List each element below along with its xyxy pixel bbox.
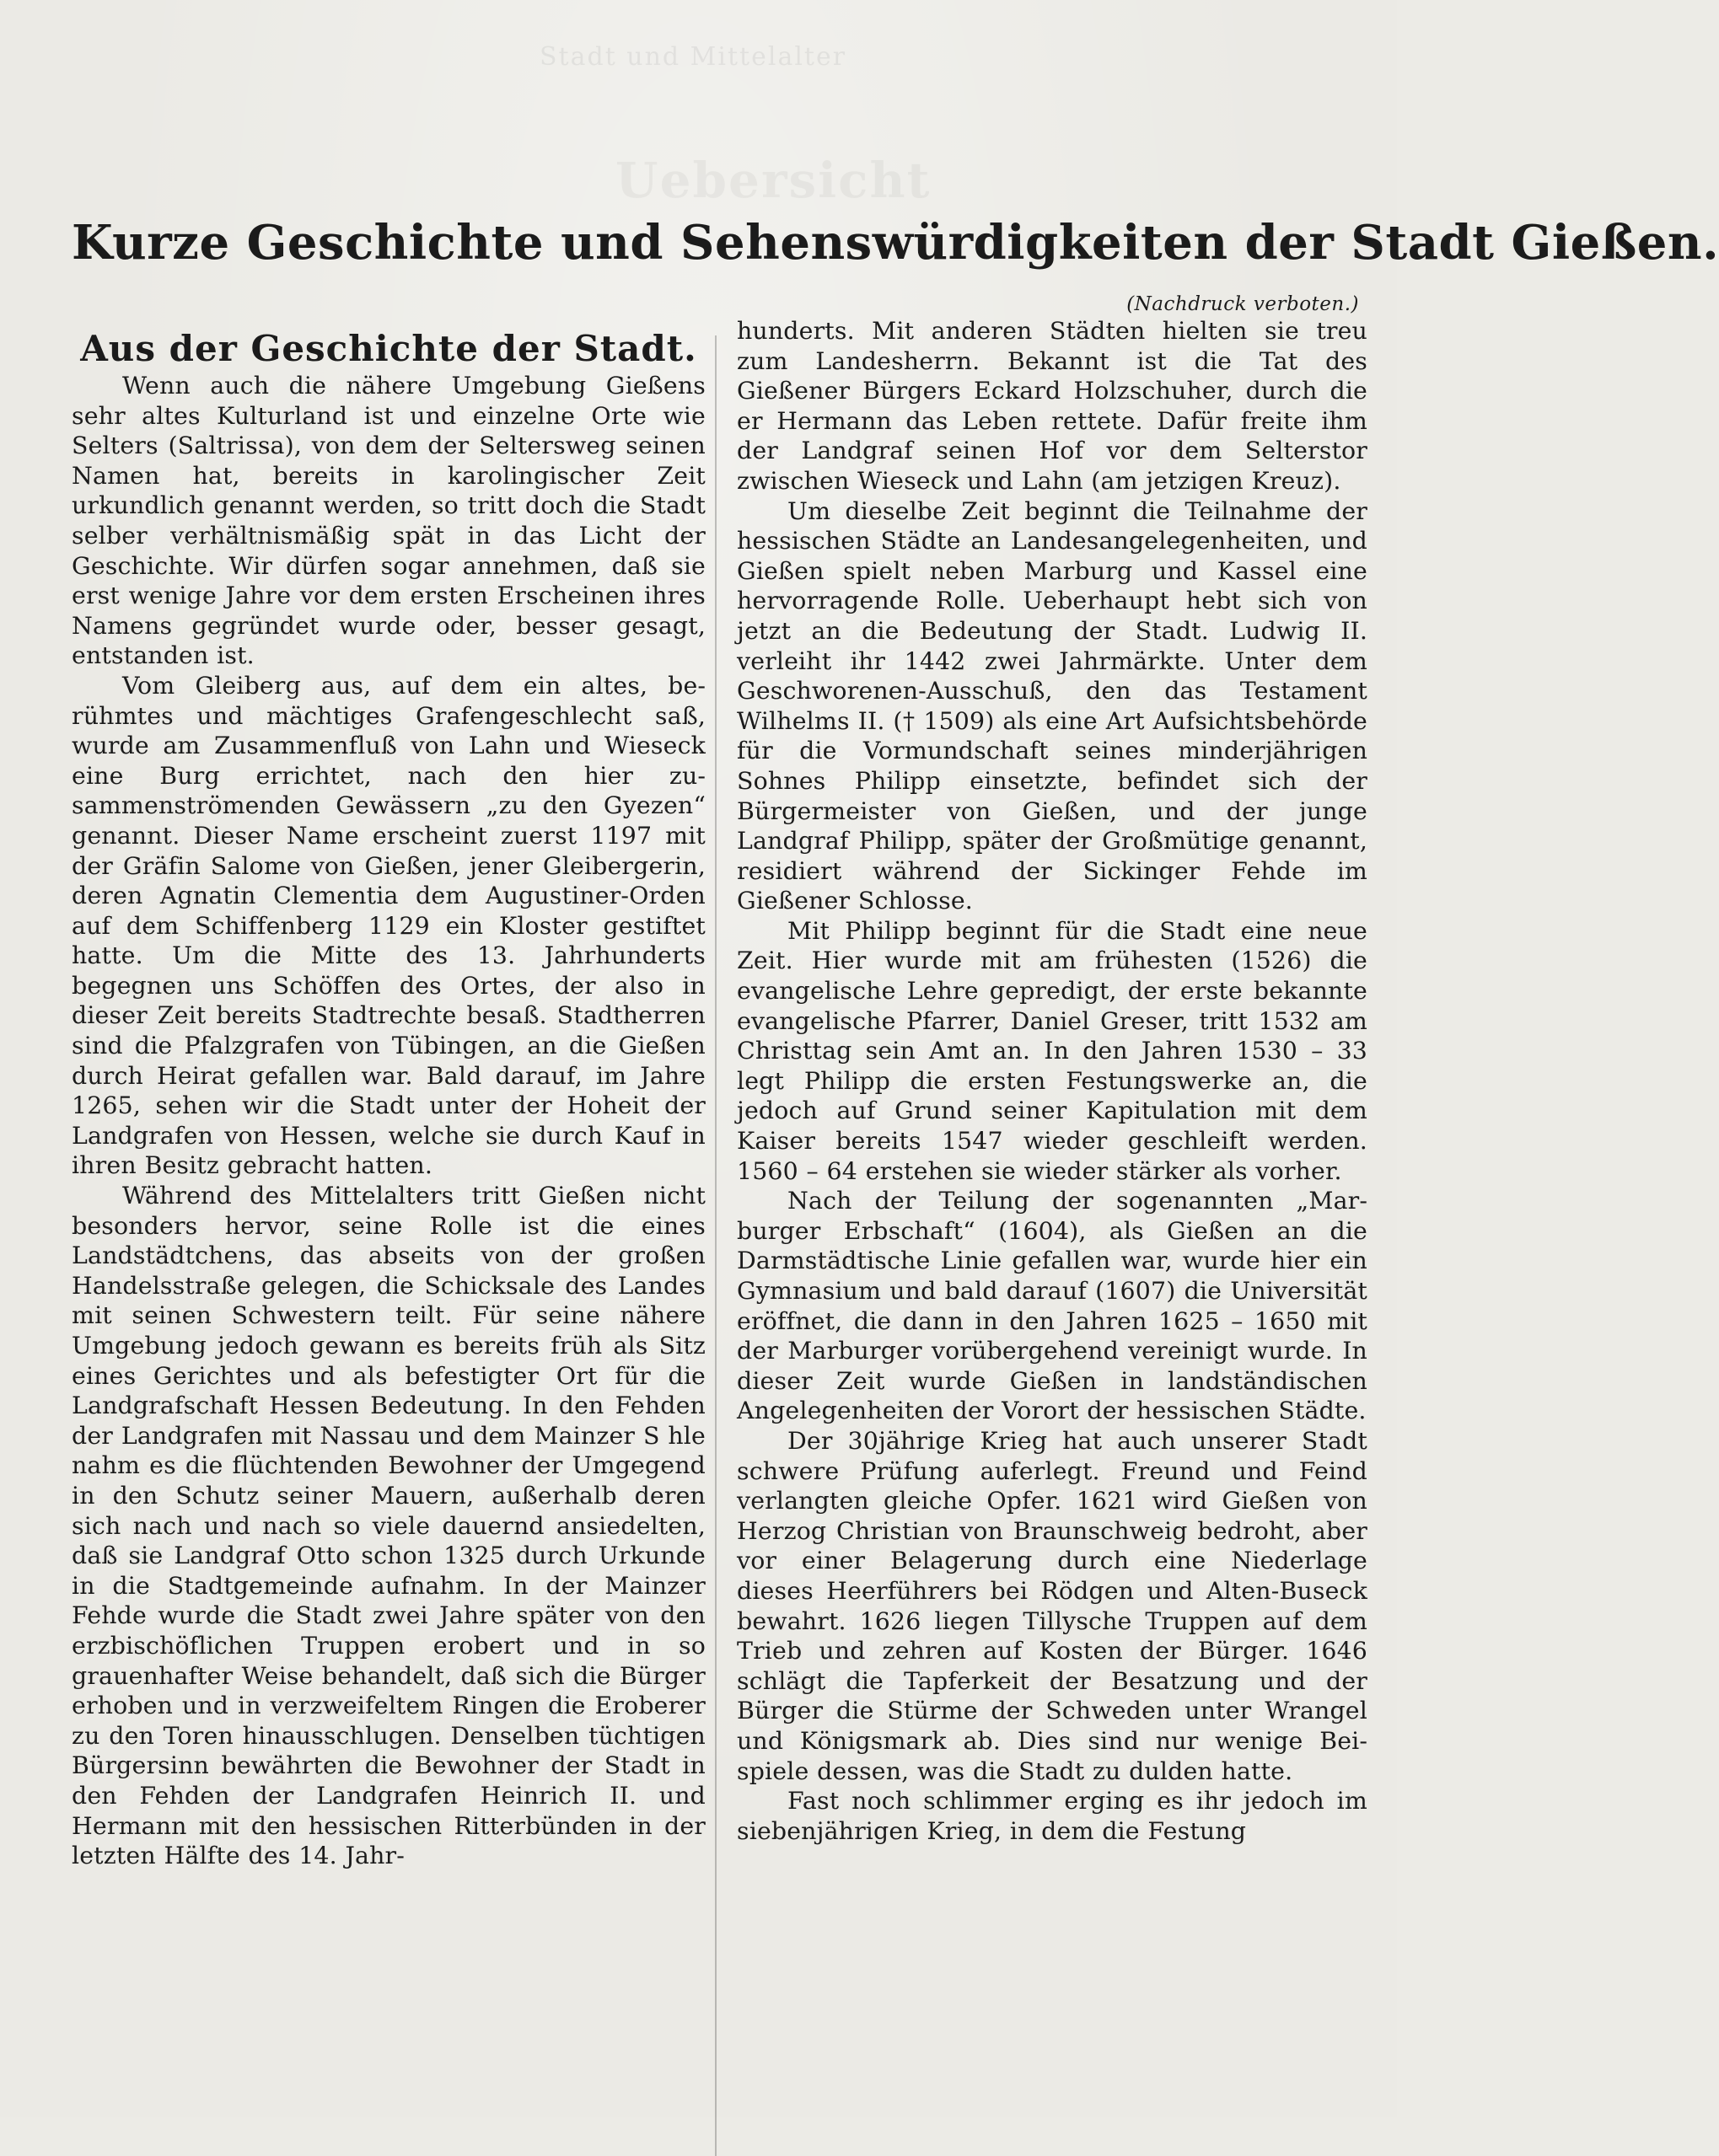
paragraph: Um dieselbe Zeit beginnt die Teilnahme der hessischen Städte an Landesangelegenheiten, und Gießen spielt neben Marburg und Kassel eine hervorragende Rolle. Ueberhaupt hebt sich von jetzt an die Bedeutung der Stadt. Ludwig II. verleiht ihr 1442 zwei Jahrmärkte. Unter dem Geschworenen-Ausschuß, den das Testament Wilhelms II. († 1509) als eine Art Aufsichtsbehörde für die Vormundschaft seines minderjährigen Sohnes Philipp einsetzte, befindet sich der Bürgermeister von Gießen, und der junge Landgraf Philipp, später der Großmütige genannt, residiert während der Sickinger Fehde im Gießener Schlosse.: [737, 496, 1367, 915]
paragraph: Wenn auch die nähere Umgebung Gießens sehr altes Kulturland ist und einzelne Orte wie Selters (Saltrissa), von dem der Seltersweg seinen Namen hat, bereits in karolingischer Zeit urkundlich genannt werden, so tritt doch die Stadt selber verhältnismäßig spät in das Licht der Geschichte. Wir dürfen sogar annehmen, daß sie erst wenige Jahre vor dem ersten Erscheinen ihres Namens gegründet wurde oder, besser gesagt, entstanden ist.: [72, 372, 706, 670]
section-title: Aus der Geschichte der Stadt.: [80, 328, 697, 369]
paragraph: Fast noch schlimmer erging es ihr jedoch im siebenjährigen Krieg, in dem die Festung: [737, 1787, 1367, 1845]
article-title: Kurze Geschichte und Sehenswürdigkeiten der Stadt Gießen.: [72, 215, 1719, 271]
paragraph: Nach der Teilung der sogenannten „Marburger Erbschaft“ (1604), als Gießen an die Darmstädtische Linie gefallen war, wurde hier ein Gymnasium und bald darauf (1607) die Universität eröffnet, die dann in den Jahren 1625 – 1650 mit der Marburger vorübergehend vereinigt wurde. In dieser Zeit wurde Gießen in landständischen Angelegenheiten der Vorort der hessischen Städte.: [737, 1187, 1367, 1425]
left-column: [72, 329, 706, 1871]
paragraph: Vom Gleiberg aus, auf dem ein altes, berühmtes und mächtiges Grafengeschlecht saß, wurde am Zusammenfluß von Lahn und Wieseck eine Burg errichtet, nach den hier zusammenströmenden Gewässern „zu den Gyezen“ genannt. Dieser Name erscheint zuerst 1197 mit der Gräfin Salome von Gießen, jener Gleibergerin, deren Agnatin Clementia dem Augustiner-Orden auf dem Schiffenberg 1129 ein Kloster gestiftet hatte. Um die Mitte des 13. Jahrhunderts begegnen uns Schöffen des Ortes, der also in dieser Zeit bereits Stadtrechte besaß. Stadtherren sind die Pfalzgrafen von Tübingen, an die Gießen durch Heirat gefallen war. Bald darauf, im Jahre 1265, sehen wir die Stadt unter der Hoheit der Landgrafen von Hessen, welche sie durch Kauf in ihren Besitz gebracht hatten.: [72, 671, 706, 1180]
paragraph-continued: hunderts. Mit anderen Städten hielten sie treu zum Landesherrn. Bekannt ist die Tat des Gießener Bürgers Eckard Holzschuher, durch die er Hermann das Leben rettete. Dafür freite ihm der Landgraf seinen Hof vor dem Selterstor zwischen Wieseck und Lahn (am jetzigen Kreuz).: [737, 317, 1367, 495]
right-column: [737, 316, 1367, 1846]
paragraph: Während des Mittelalters tritt Gießen nicht besonders hervor, seine Rolle ist die eines Landstädtchens, das abseits von der großen Handelsstraße gelegen, die Schicksale des Landes mit seinen Schwestern teilt. Für seine nähere Umgebung jedoch gewann es bereits früh als Sitz eines Gerichtes und als befestigter Ort für die Landgrafschaft Hessen Bedeutung. In den Fehden der Landgrafen mit Nassau und dem Mainzer S hle nahm es die flüchtenden Bewohner der Umgegend in den Schutz seiner Mauern, außerhalb deren sich nach und nach so viele dauernd ansiedelten, daß sie Landgraf Otto schon 1325 durch Urkunde in die Stadtgemeinde aufnahm. In der Mainzer Fehde wurde die Stadt zwei Jahre später von den erzbischöflichen Truppen erobert und in so grauenhafter Weise behandelt, daß sich die Bürger erhoben und in verzweifeltem Ringen die Eroberer zu den Toren hinausschlugen. Denselben tüchtigen Bürgersinn bewährten die Bewohner der Stadt in den Fehden der Landgrafen Heinrich II. und Hermann mit den hessischen Ritterbünden in der letzten Hälfte des 14. Jahr-: [72, 1182, 706, 1870]
bleed-through-heading: [615, 152, 931, 209]
bleed-through-running-head: Stadt und Mittelalter: [540, 42, 847, 72]
column-divider: [715, 335, 717, 2156]
paragraph: Mit Philipp beginnt für die Stadt eine neue Zeit. Hier wurde mit am frühesten (1526) die evangelische Lehre gepredigt, der erste bekannte evangelische Pfarrer, Daniel Greser, tritt 1532 am Christtag sein Amt an. In den Jahren 1530 – 33 legt Philipp die ersten Festungswerke an, die jedoch auf Grund seiner Kapitulation mit dem Kaiser bereits 1547 wieder geschleift werden. 1560 – 64 erstehen sie wieder stärker als vorher.: [737, 916, 1367, 1185]
copyright-note: (Nachdruck verboten.): [1126, 293, 1359, 315]
paragraph: Der 30jährige Krieg hat auch unserer Stadt schwere Prüfung auferlegt. Freund und Feind verlangten gleiche Opfer. 1621 wird Gießen von Herzog Christian von Braunschweig bedroht, aber vor einer Belagerung durch eine Niederlage dieses Heerführers bei Rödgen und Alten-Buseck bewahrt. 1626 liegen Tillysche Truppen auf dem Trieb und zehren auf Kosten der Bürger. 1646 schlägt die Tapferkeit der Besatzung und der Bürger die Stürme der Schweden unter Wrangel und Königsmark ab. Dies sind nur wenige Beispiele dessen, was die Stadt zu dulden hatte.: [737, 1426, 1367, 1785]
